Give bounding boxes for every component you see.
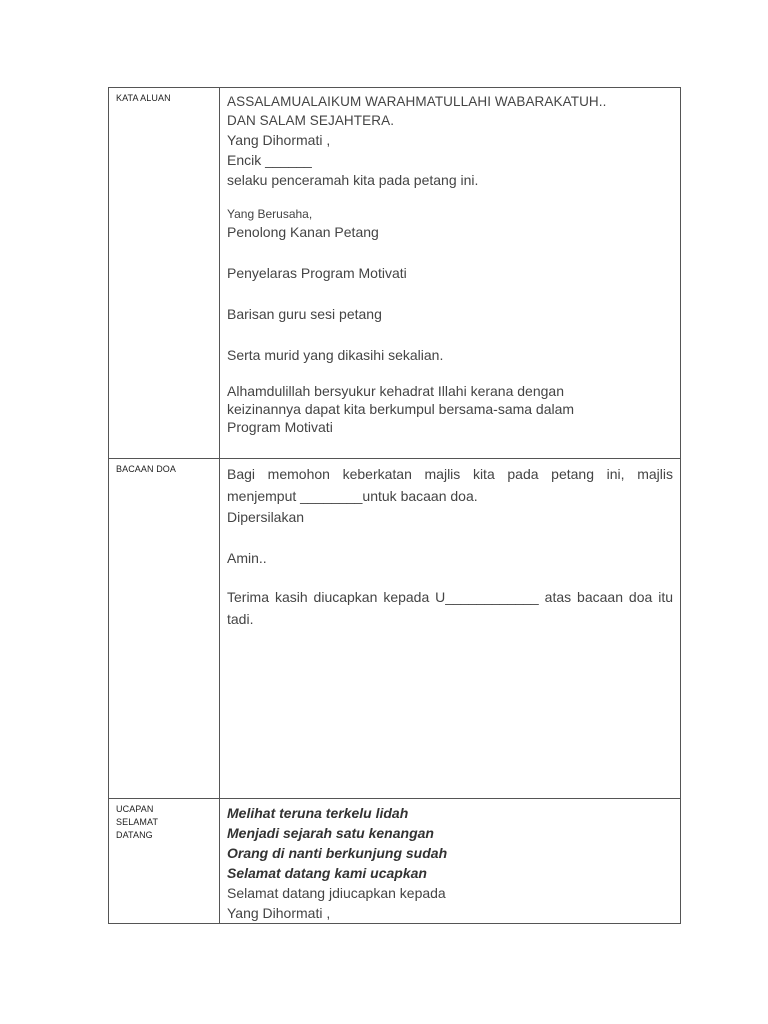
greeting-line-2: DAN SALAM SEJAHTERA. <box>227 113 395 128</box>
row-content-ucapan-selamat-datang <box>220 799 681 924</box>
table-row-ucapan-selamat-datang <box>109 799 681 924</box>
ucapkan-line: Selamat datang jdiucapkan kepada <box>227 885 446 901</box>
penyelaras-line: Penyelaras Program Motivati <box>227 265 407 281</box>
pantun-line-3: Orang di nanti berkunjung sudah <box>227 845 448 861</box>
dipersilakan-line: Dipersilakan <box>227 509 305 525</box>
penolong-line: Penolong Kanan Petang <box>227 224 379 240</box>
row-content-kata-aluan <box>220 88 681 459</box>
dihormati-line: Yang Dihormati , <box>227 132 331 148</box>
script-table <box>108 87 681 924</box>
amin-line: Amin.. <box>227 550 267 566</box>
row-label-kata-aluan: KATA ALUAN <box>109 88 220 459</box>
alhamdulillah-paragraph: Alhamdulillah bersyukur kehadrat Illahi kerana dengan keizinannya dapat kita berkumpul bersama-sama dalam Program Motivati <box>227 383 575 435</box>
pantun-line-1: Melihat teruna terkelu lidah <box>227 805 409 821</box>
table-row-bacaan-doa <box>109 459 681 799</box>
pantun-line-4: Selamat datang kami ucapkan <box>227 865 427 881</box>
barisan-line: Barisan guru sesi petang <box>227 306 382 322</box>
row-content-bacaan-doa <box>220 459 681 799</box>
row-label-bacaan-doa: BACAAN DOA <box>109 459 220 799</box>
greeting-line-1: ASSALAMUALAIKUM WARAHMATULLAHI WABARAKATUH.. <box>227 94 607 109</box>
encik-line: Encik ______ <box>227 152 312 168</box>
berusaha-line: Yang Berusaha, <box>227 207 313 221</box>
memohon-paragraph: Bagi memohon keberkatan majlis kita pada petang ini, majlis menjemput ________untuk bacaan doa. <box>227 466 673 504</box>
ucapan-dihormati-line: Yang Dihormati , <box>227 905 331 921</box>
terima-kasih-paragraph: Terima kasih diucapkan kepada U____________ atas bacaan doa itu tadi. <box>227 589 673 627</box>
serta-line: Serta murid yang dikasihi sekalian. <box>227 347 444 363</box>
pantun-line-2: Menjadi sejarah satu kenangan <box>227 825 434 841</box>
ucapan-label-text: UCAPAN SELAMAT DATANG <box>116 804 158 840</box>
row-label-ucapan-selamat-datang <box>109 799 220 924</box>
table-row-kata-aluan <box>109 88 681 459</box>
selaku-line: selaku penceramah kita pada petang ini. <box>227 172 479 188</box>
